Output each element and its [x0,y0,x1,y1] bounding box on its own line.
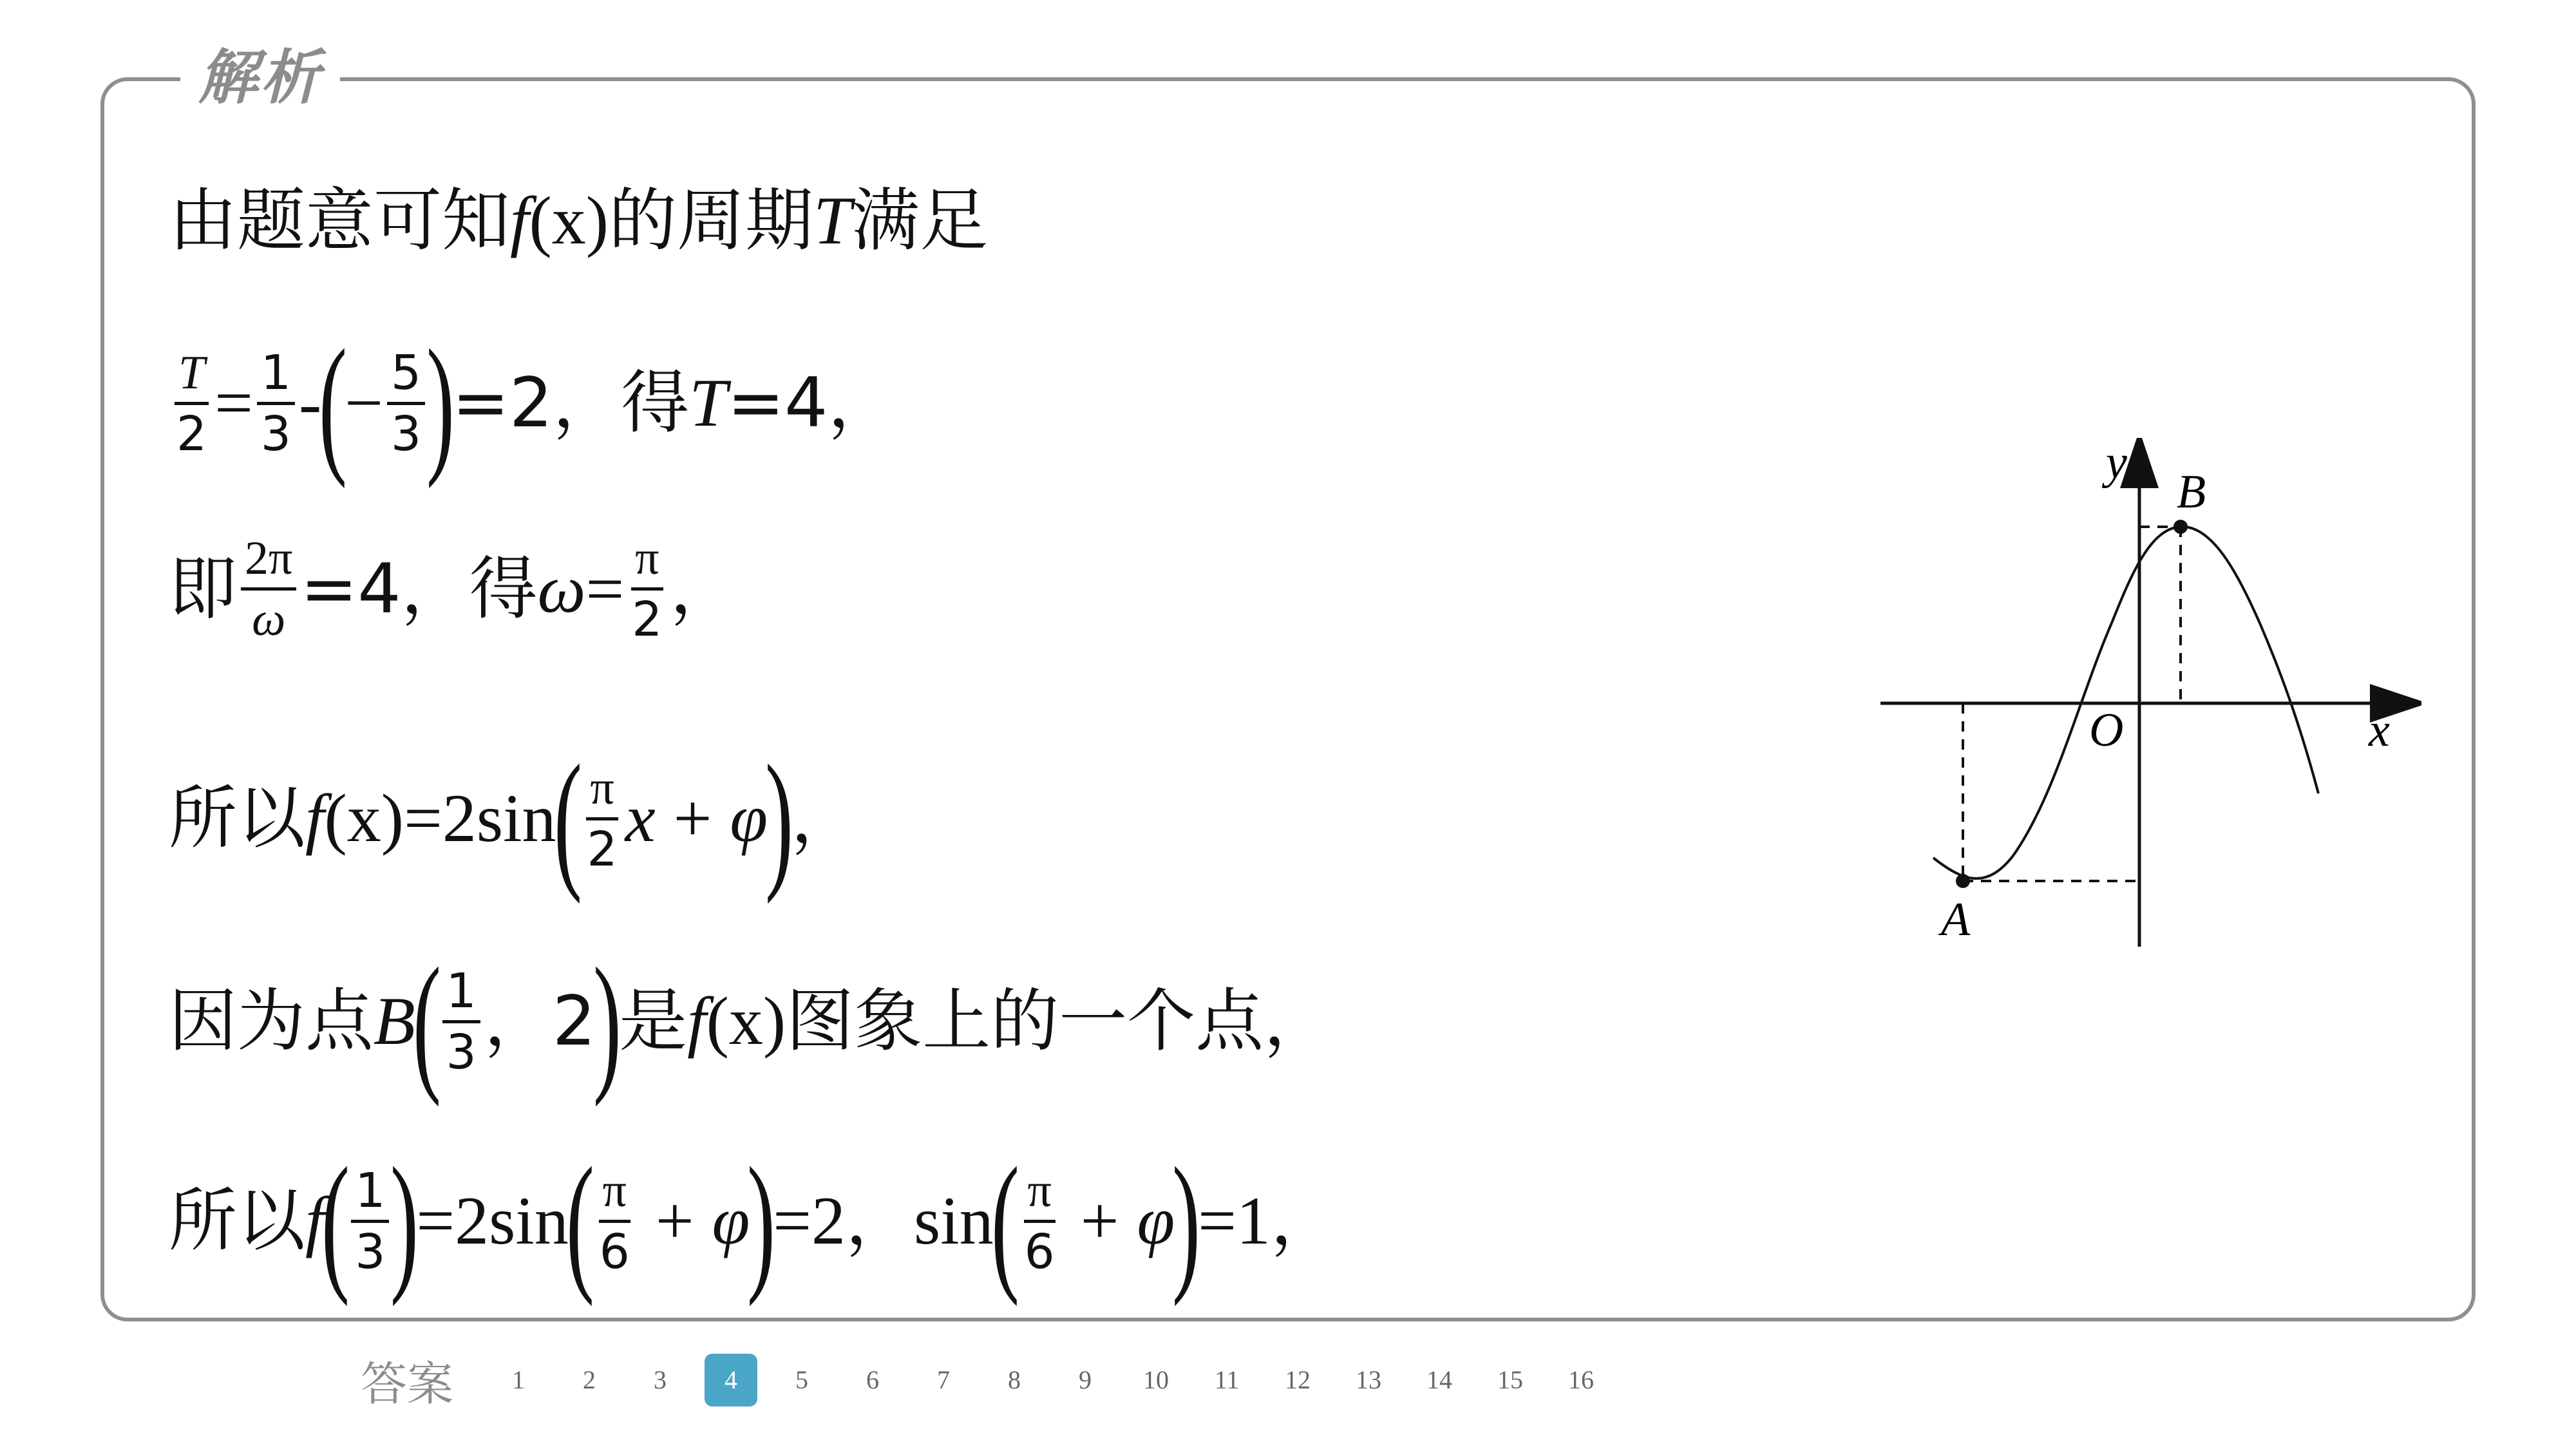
analysis-line-5 [169,936,1332,1107]
analysis-line-3 [169,532,739,647]
fraction-1-over-3 [257,345,295,462]
denominator: 3 [355,1224,386,1280]
page-number-11[interactable]: 11 [1214,1365,1240,1394]
equals: = [585,551,625,627]
page-number-9[interactable]: 9 [1079,1365,1092,1394]
point-b-dot [2174,520,2188,534]
text: 由题意可知 [169,181,510,260]
denominator: 3 [446,1024,477,1080]
value: 2 [552,981,596,1061]
page-number-16[interactable]: 16 [1568,1365,1595,1394]
page-list [483,1354,1616,1406]
text: =4， [727,363,896,442]
plus: + [1080,1183,1119,1258]
text: 所以 [169,1181,305,1260]
page-number-4[interactable]: 4 [705,1354,757,1406]
x-label: x [2369,704,2390,757]
analysis-line-2 [169,317,896,489]
text: =2sin [404,781,556,856]
denominator: ω [252,593,286,646]
point-b-label: B [2177,466,2206,518]
point-b: B [374,983,415,1059]
page-number-15[interactable]: 15 [1497,1365,1524,1394]
denominator: 3 [390,406,422,462]
sine-graph [1868,438,2421,966]
left-paren: ( [412,936,441,1107]
answer-pagination [361,1351,1616,1409]
numerator: π [599,1167,630,1223]
var-omega: ω [537,551,586,627]
right-paren: ) [1172,1135,1201,1307]
numerator: 1 [442,967,480,1023]
plus: + [655,1183,694,1258]
text: 满足 [851,181,989,260]
var-t: T [689,365,728,440]
func-f: f [305,1183,325,1258]
left-paren: ( [565,1135,594,1307]
fraction-pi-over-6 [1021,1164,1059,1280]
fraction-5-over-3 [387,345,425,462]
fraction-pi-over-2 [628,532,666,647]
text: =2sin [416,1183,569,1258]
fraction-t-over-2 [173,346,211,462]
text: 图象上的一个点， [786,981,1332,1061]
func-f: f [510,183,529,258]
plus: + [673,781,712,856]
text: =2，sin [773,1183,994,1258]
left-paren: ( [990,1135,1019,1307]
page-number-1[interactable]: 1 [512,1365,526,1394]
page-number-8[interactable]: 8 [1008,1365,1021,1394]
text: 是 [619,981,688,1061]
numerator: π [631,535,663,591]
point-a-dot [1956,874,1970,888]
text: ， [670,549,739,629]
analysis-line-6 [169,1135,1339,1307]
text: =4，得 [300,549,538,629]
fraction-1-over-3 [351,1162,389,1280]
func-arg: (x) [706,983,786,1059]
right-paren: ) [593,936,622,1107]
func-arg: (x) [529,183,609,258]
func-arg: (x) [324,781,404,856]
fraction-pi-over-2 [583,761,621,877]
left-paren: ( [319,317,348,489]
text: =1， [1198,1183,1339,1258]
text: 所以 [169,779,305,858]
var-x: x [625,781,656,856]
fraction-2pi-over-omega [241,532,296,646]
func-f: f [687,983,706,1059]
text: =2，得 [452,363,690,442]
right-paren: ) [747,1135,776,1307]
minus: - [298,365,322,440]
page-number-2[interactable]: 2 [583,1365,596,1394]
page-number-13[interactable]: 13 [1356,1365,1382,1394]
answer-label: 答案 [361,1357,454,1411]
text: ， [790,779,859,858]
text: 因为点 [169,981,374,1061]
left-paren: ( [553,733,582,904]
page-number-12[interactable]: 12 [1285,1365,1311,1394]
numerator: π [586,764,618,820]
denominator: 2 [632,592,663,647]
analysis-line-1 [169,181,989,260]
panel-title: 解析 [180,43,340,113]
denominator: 2 [176,406,207,462]
var-phi: φ [1137,1183,1175,1258]
page-number-5[interactable]: 5 [795,1365,809,1394]
page-number-3[interactable]: 3 [654,1365,667,1394]
numerator: 5 [387,349,425,405]
denominator: 6 [599,1224,630,1280]
equals: = [214,365,253,440]
right-paren: ) [390,1135,419,1307]
numerator: T [175,349,209,405]
negative-sign: − [345,365,383,440]
page-number-10[interactable]: 10 [1143,1365,1170,1394]
right-paren: ) [426,317,455,489]
numerator: 1 [257,349,295,405]
numerator: 1 [351,1167,389,1223]
func-f: f [305,781,325,856]
numerator: π [1024,1167,1056,1223]
page-number-14[interactable]: 14 [1426,1365,1453,1394]
fraction-1-over-3 [442,963,480,1080]
denominator: 6 [1024,1224,1055,1280]
var-phi: φ [730,781,768,856]
denominator: 3 [260,406,291,462]
y-label: y [2106,438,2127,489]
right-paren: ) [765,733,794,904]
origin-label: O [2089,704,2124,757]
var-t: T [813,183,852,258]
text: 的周期 [609,181,814,260]
page-number-7[interactable]: 7 [937,1365,951,1394]
left-paren: ( [321,1135,350,1307]
denominator: 2 [587,821,618,877]
text: 即 [169,549,237,629]
comma: ， [484,981,553,1061]
page-number-6[interactable]: 6 [866,1365,880,1394]
analysis-line-4 [169,733,859,904]
point-a-label: A [1941,893,1971,946]
var-phi: φ [712,1183,750,1258]
numerator: 2π [241,535,296,591]
fraction-pi-over-6 [596,1164,634,1280]
